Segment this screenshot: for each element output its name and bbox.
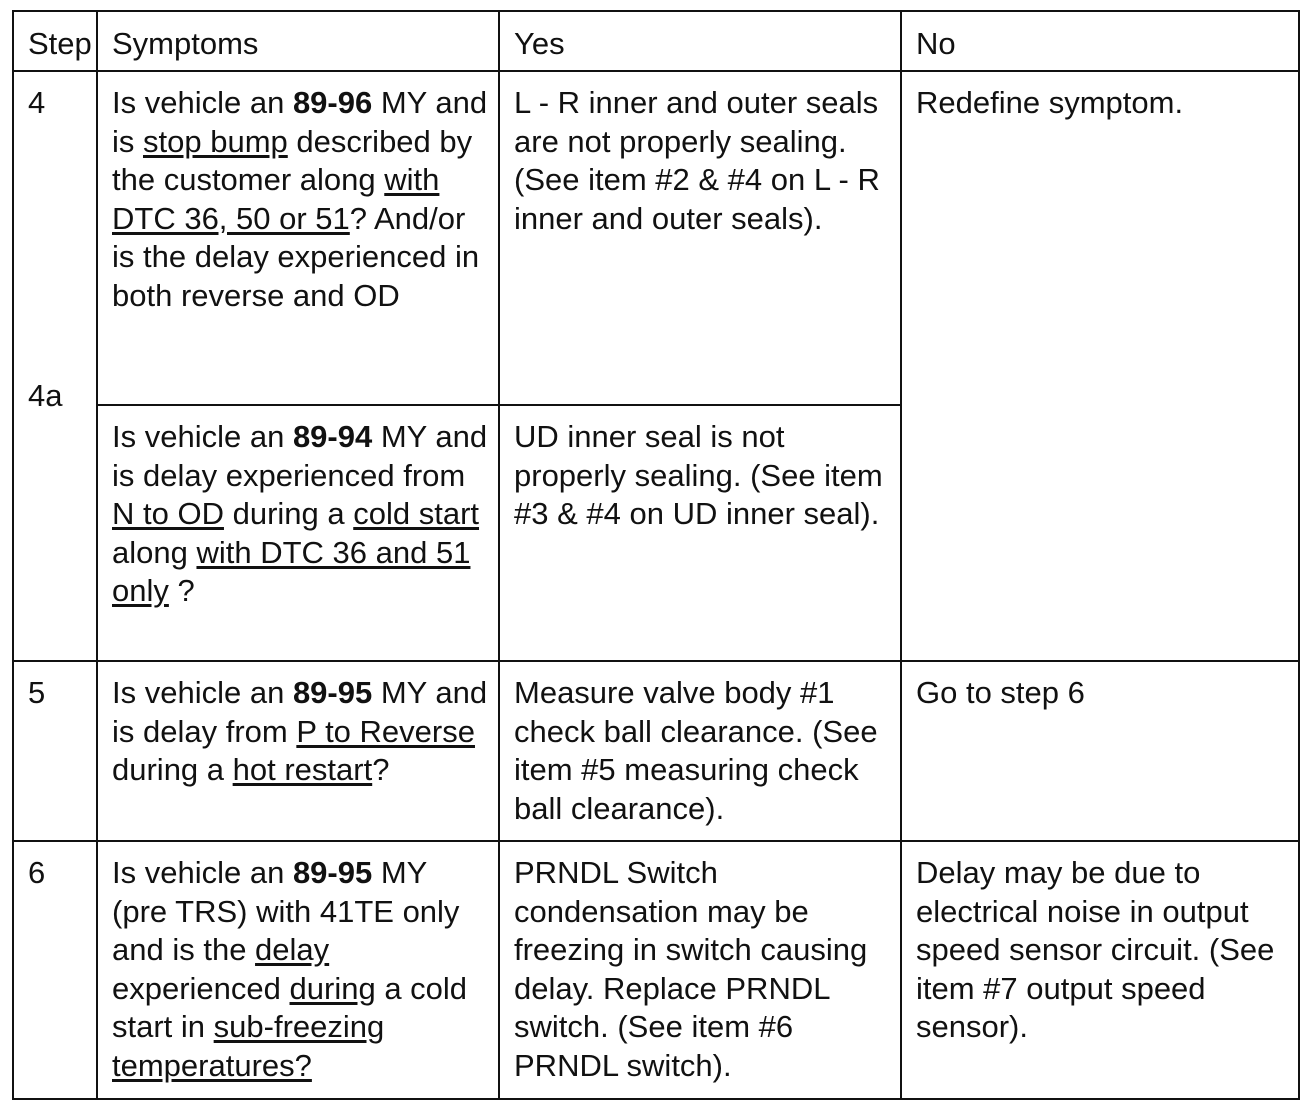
header-symptoms: Symptoms bbox=[97, 11, 499, 71]
header-yes: Yes bbox=[499, 11, 901, 71]
symptom-cell: Is vehicle an 89-96 MY and is stop bump described by the customer along with DTC 36, 50 or 51? And/or is the delay experienced in both reverse and OD bbox=[97, 71, 499, 405]
step-number: 4 bbox=[28, 85, 46, 120]
no-cell: Redefine symptom. bbox=[901, 71, 1299, 661]
header-row bbox=[13, 11, 1299, 71]
table-row bbox=[13, 661, 1299, 841]
no-cell: Go to step 6 bbox=[901, 661, 1299, 841]
step-cell bbox=[13, 71, 97, 661]
symptom-cell: Is vehicle an 89-95 MY and is delay from P to Reverse during a hot restart? bbox=[97, 661, 499, 841]
table-row bbox=[13, 841, 1299, 1099]
no-cell: Delay may be due to electrical noise in output speed sensor circuit. (See item #7 output speed sensor). bbox=[901, 841, 1299, 1099]
symptom-cell: Is vehicle an 89-95 MY (pre TRS) with 41TE only and is the delay experienced during a cold start in sub-freezing temperatures? bbox=[97, 841, 499, 1099]
diagnostic-table bbox=[12, 10, 1300, 1100]
yes-cell: L - R inner and outer seals are not properly sealing. (See item #2 & #4 on L - R inner and outer seals). bbox=[499, 71, 901, 405]
header-no: No bbox=[901, 11, 1299, 71]
table-row bbox=[13, 71, 1299, 405]
symptom-cell: Is vehicle an 89-94 MY and is delay experienced from N to OD during a cold start along with DTC 36 and 51 only ? bbox=[97, 405, 499, 661]
yes-cell: UD inner seal is not properly sealing. (See item #3 & #4 on UD inner seal). bbox=[499, 405, 901, 661]
step-cell: 6 bbox=[13, 841, 97, 1099]
step-number-sub: 4a bbox=[28, 377, 63, 413]
step-cell: 5 bbox=[13, 661, 97, 841]
header-step: Step bbox=[13, 11, 97, 71]
yes-cell: PRNDL Switch condensation may be freezing in switch causing delay. Replace PRNDL switch. (See item #6 PRNDL switch). bbox=[499, 841, 901, 1099]
yes-cell: Measure valve body #1 check ball clearance. (See item #5 measuring check ball clearance). bbox=[499, 661, 901, 841]
